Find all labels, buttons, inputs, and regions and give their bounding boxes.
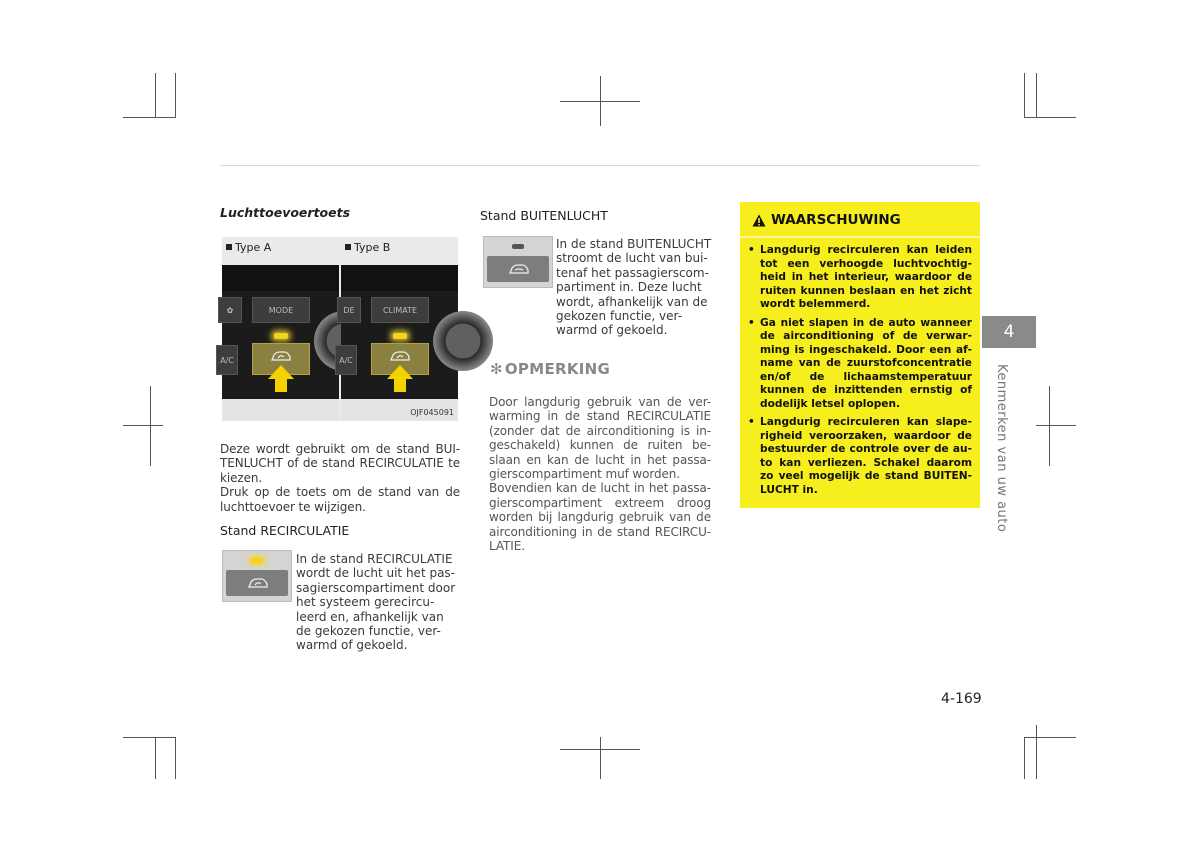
car-recirc-icon [247, 576, 269, 590]
crop-mark [1036, 725, 1037, 779]
climate-button: CLIMATE [371, 297, 429, 323]
car-recirc-icon [270, 349, 292, 363]
crop-mark [1024, 117, 1076, 118]
page-number: 4-169 [941, 691, 982, 707]
outside-heading: Stand BUITENLUCHT [480, 208, 608, 223]
indicator-led [512, 244, 524, 249]
panel-type-a [222, 237, 339, 421]
indicator-led [274, 333, 288, 339]
note-heading: ✻ OPMERKING [490, 360, 611, 378]
defrost-button: DE [337, 297, 361, 323]
type-a-label: Type A [226, 241, 271, 254]
car-recirc-icon [389, 349, 411, 363]
temp-knob [433, 311, 493, 371]
section-heading: Luchttoevoertoets [220, 205, 351, 220]
chapter-tab: 4 [982, 316, 1036, 348]
warning-triangle-icon [752, 214, 766, 227]
mode-button: MODE [252, 297, 310, 323]
warning-item: • Ga niet slapen in de auto wanneer de airconditioning of de verwar- ming is ingeschakeld. Door een af- name van de zuurstofconcentratie en/of de lichaamstemperatuur kunnen de inzittenden ernstig of dodelijk letsel oplopen. [746, 317, 972, 412]
car-outside-air-icon [508, 262, 530, 276]
arrow-up-icon [387, 365, 413, 379]
crop-mark [175, 73, 176, 118]
crop-mark [1049, 386, 1050, 466]
recirc-heading: Stand RECIRCULATIE [220, 523, 350, 538]
crop-mark [1036, 425, 1076, 426]
paragraph: Deze wordt gebruikt om de stand BUI- TENLUCHT of de stand RECIRCULATIE te kiezen. [220, 442, 460, 485]
paragraph: Druk op de toets om de stand van de luchttoevoer te wijzigen. [220, 485, 460, 514]
warning-item: • Langdurig recirculeren kan leiden tot een verhoogde luchtvochtig- heid in het interieur, waardoor de ruiten kunnen beslaan en het zicht wordt belemmerd. [746, 244, 972, 312]
crop-mark [123, 425, 163, 426]
crop-mark [600, 76, 601, 126]
warning-box [740, 202, 980, 508]
crop-mark [1024, 737, 1076, 738]
ac-button: A/C [335, 345, 357, 375]
crop-mark [175, 737, 176, 779]
crop-mark [123, 737, 175, 738]
note-text: Door langdurig gebruik van de ver- warming in de stand RECIRCULATIE (zonder dat de airconditioning is in- geschakeld) kunnen de ruiten be- slaan en kan de lucht in het passa- gierscompartiment muf worden. Bovendien kan de lucht in het passa- gierscompartiment extreem droog worden bij langdurig gebruik van de airconditioning in de stand RECIRCU- LATIE. [489, 395, 711, 554]
crop-mark [600, 737, 601, 779]
crop-mark [1024, 73, 1025, 118]
header-divider [220, 165, 980, 166]
crop-mark [123, 117, 175, 118]
outside-text: In de stand BUITENLUCHT stroomt de lucht van bui- tenaf het passagierscom- partiment in. Deze lucht wordt, afhankelijk van de gekozen functie, ver- warmd of gekoeld. [556, 237, 712, 338]
crop-mark [1036, 73, 1037, 118]
note-star-icon: ✻ [490, 360, 503, 378]
climate-panel-figure [222, 237, 458, 421]
arrow-up-icon [268, 365, 294, 379]
warning-list [746, 244, 972, 502]
type-b-label: Type B [345, 241, 390, 254]
crop-mark [1024, 737, 1025, 779]
panel-type-b [341, 237, 458, 421]
left-text-block [220, 442, 460, 514]
warning-title: WAARSCHUWING [752, 212, 901, 228]
ac-button: A/C [216, 345, 238, 375]
crop-mark [155, 73, 156, 118]
crop-mark [155, 737, 156, 779]
crop-mark [150, 386, 151, 466]
fan-icon: ✿ [218, 297, 242, 323]
figure-code: OJF045091 [410, 408, 454, 417]
recirc-button-image [222, 550, 292, 602]
indicator-led [393, 333, 407, 339]
outside-button-image [483, 236, 553, 288]
indicator-led [251, 558, 263, 563]
chapter-title: Kenmerken van uw auto [994, 364, 1009, 533]
recirc-text: In de stand RECIRCULATIE wordt de lucht uit het pas- sagierscompartiment door het systeem gerecircu- leerd en, afhankelijk van de gekozen functie, ver- warmd of gekoeld. [296, 552, 456, 653]
warning-item: • Langdurig recirculeren kan slape- righeid veroorzaken, waardoor de bestuurder de controle over de au- to kan verliezen. Schakel daarom zo veel mogelijk de stand BUITEN- LUCHT in. [746, 416, 972, 497]
